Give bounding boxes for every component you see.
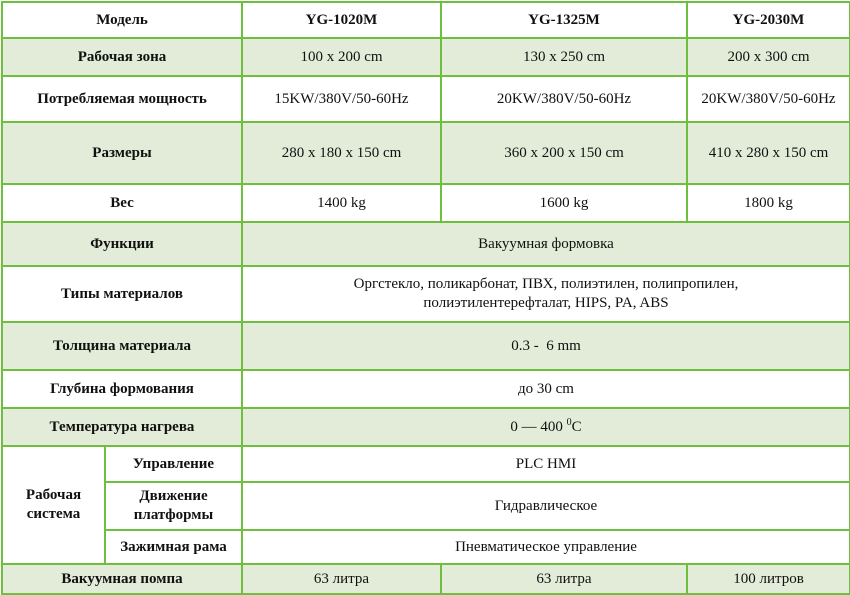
- clamp-value: Пневматическое управление: [242, 530, 850, 564]
- vacuum-pump-label: Вакуумная помпа: [2, 564, 242, 594]
- dimensions-value-1: 280 x 180 x 150 cm: [242, 122, 441, 184]
- depth-label: Глубина формования: [2, 370, 242, 408]
- row-depth: [2, 370, 850, 408]
- row-temperature: [2, 408, 850, 446]
- row-vacuum-pump: [2, 564, 850, 594]
- power-value-3: 20KW/380V/50-60Hz: [687, 76, 850, 122]
- materials-label: Типы материалов: [2, 266, 242, 322]
- platform-label: [105, 482, 242, 530]
- model-yg-1325m: YG-1325M: [441, 2, 687, 38]
- work-system-label: [2, 446, 105, 564]
- platform-value: Гидравлическое: [242, 482, 850, 530]
- temperature-value: [242, 408, 850, 446]
- work-area-label: Рабочая зона: [2, 38, 242, 76]
- row-thickness: [2, 322, 850, 370]
- power-value-2: 20KW/380V/50-60Hz: [441, 76, 687, 122]
- header-row: [2, 2, 850, 38]
- temperature-label: Температура нагрева: [2, 408, 242, 446]
- power-value-1: 15KW/380V/50-60Hz: [242, 76, 441, 122]
- row-functions: [2, 222, 850, 266]
- platform-label-line1: Движение: [139, 488, 208, 504]
- work-system-label-line2: система: [26, 506, 81, 522]
- control-value: PLC HMI: [242, 446, 850, 482]
- materials-value-line1: Оргстекло, поликарбонат, ПВХ, полиэтилен, полипропилен,: [353, 276, 739, 292]
- work-area-value-2: 130 x 250 cm: [441, 38, 687, 76]
- weight-value-3: 1800 kg: [687, 184, 850, 222]
- depth-value: до 30 cm: [242, 370, 850, 408]
- row-weight: [2, 184, 850, 222]
- vacuum-pump-value-2: 63 литра: [441, 564, 687, 594]
- materials-value-line2: полиэтилентерефталат, HIPS, PA, ABS: [423, 295, 669, 311]
- row-dimensions: [2, 122, 850, 184]
- row-materials: [2, 266, 850, 322]
- weight-value-1: 1400 kg: [242, 184, 441, 222]
- row-control: [2, 446, 850, 482]
- thickness-value: 0.3 - 6 mm: [242, 322, 850, 370]
- dimensions-label: Размеры: [2, 122, 242, 184]
- thickness-label: Толщина материала: [2, 322, 242, 370]
- functions-label: Функции: [2, 222, 242, 266]
- row-power: [2, 76, 850, 122]
- platform-label-line2: платформы: [133, 507, 214, 523]
- temperature-prefix: 0 — 400: [510, 418, 567, 435]
- vacuum-pump-value-3: 100 литров: [687, 564, 850, 594]
- model-yg-1020m: YG-1020M: [242, 2, 441, 38]
- weight-value-2: 1600 kg: [441, 184, 687, 222]
- power-label: Потребляемая мощность: [2, 76, 242, 122]
- temperature-unit: C: [571, 418, 582, 435]
- dimensions-value-3: 410 x 280 x 150 cm: [687, 122, 850, 184]
- control-label: Управление: [105, 446, 242, 482]
- work-system-label-line1: Рабочая: [25, 487, 82, 503]
- row-platform: [2, 482, 850, 530]
- row-clamp: [2, 530, 850, 564]
- model-header-label: Модель: [2, 2, 242, 38]
- functions-value: Вакуумная формовка: [242, 222, 850, 266]
- vacuum-pump-value-1: 63 литра: [242, 564, 441, 594]
- temperature-degree: 0: [566, 416, 572, 428]
- work-area-value-3: 200 x 300 cm: [687, 38, 850, 76]
- row-work-area: [2, 38, 850, 76]
- work-area-value-1: 100 x 200 cm: [242, 38, 441, 76]
- clamp-label: Зажимная рама: [105, 530, 242, 564]
- weight-label: Вес: [2, 184, 242, 222]
- spec-table: [1, 1, 850, 595]
- materials-value: [242, 266, 850, 322]
- dimensions-value-2: 360 x 200 x 150 cm: [441, 122, 687, 184]
- model-yg-2030m: YG-2030M: [687, 2, 850, 38]
